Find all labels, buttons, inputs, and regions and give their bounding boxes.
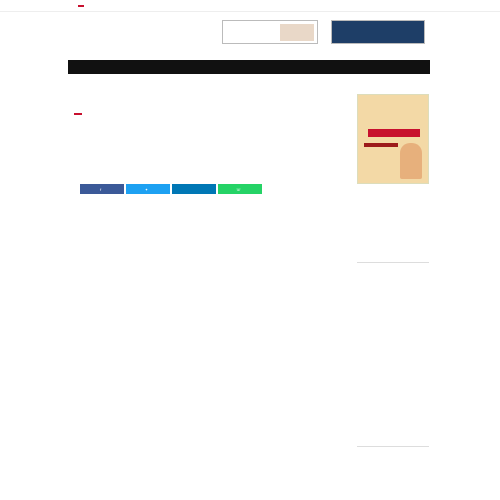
whatsapp-icon: ☏ — [236, 186, 241, 192]
share-whatsapp-button[interactable] — [218, 184, 262, 194]
main-navigation — [68, 60, 430, 74]
trending-badge[interactable] — [78, 5, 84, 7]
latest-news-divider — [357, 446, 429, 447]
twitter-icon: ✦ — [144, 186, 149, 192]
facebook-icon: f — [99, 186, 102, 192]
share-facebook-button[interactable] — [80, 184, 124, 194]
ad-banner — [368, 129, 420, 137]
top-bar — [0, 0, 500, 12]
share-twitter-button[interactable] — [126, 184, 170, 194]
bs-insight-ad[interactable] — [331, 20, 425, 44]
top-news-divider — [357, 262, 429, 263]
ucc-sidebar-ad[interactable] — [357, 94, 429, 184]
ad-slogan — [364, 143, 398, 147]
category-tag[interactable] — [74, 113, 82, 115]
article-body — [80, 210, 336, 215]
personal-finance-ad[interactable] — [222, 20, 318, 44]
share-linkedin-button[interactable] — [172, 184, 216, 194]
ad1-image — [280, 24, 314, 41]
ad-portrait — [400, 143, 422, 179]
